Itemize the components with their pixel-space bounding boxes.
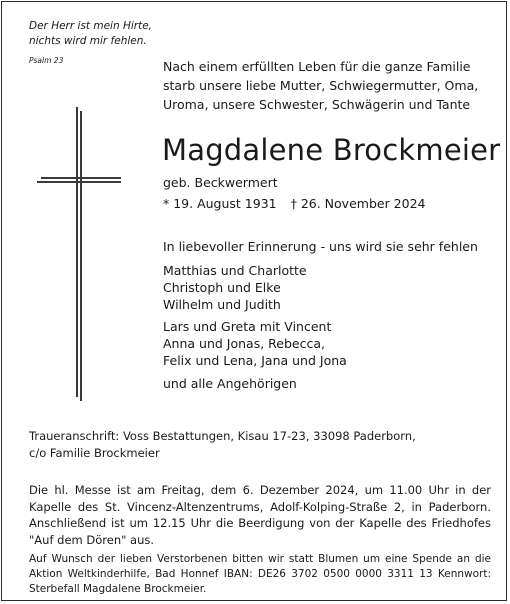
mass-announcement: Die hl. Messe ist am Freitag, dem 6. Dezember 2024, um 11.00 Uhr in der Kapelle des St. Vincenz-Altenzentrums, Adolf-Kolping-Straße 2, in Paderborn. Anschließend ist um 12.15 Uhr die Beerdigung von der Kapelle des Friedhofes "Auf dem Dören" aus. [29, 483, 491, 547]
mourner-line: Anna und Jonas, Rebecca, [163, 336, 325, 351]
psalm-quote [29, 19, 152, 66]
address-line-1: Traueranschrift: Voss Bestattungen, Kisau 17-23, 33098 Paderborn, [29, 429, 416, 443]
mourning-address [29, 428, 491, 461]
memory-line: In liebevoller Erinnerung - uns wird sie sehr fehlen [163, 239, 478, 254]
mourner-line: Wilhelm und Judith [163, 297, 281, 312]
life-dates [163, 195, 426, 212]
birth-name: geb. Beckwermert [163, 175, 278, 190]
intro-line-2: starb unsere liebe Mutter, Schwiegermutter, Oma, [163, 78, 479, 93]
birth-date: * 19. August 1931 [163, 196, 277, 211]
mourner-line: Felix und Lena, Jana und Jona [163, 353, 347, 368]
mourner-line: Matthias und Charlotte [163, 263, 307, 278]
intro-text [163, 57, 483, 114]
psalm-reference: Psalm 23 [29, 56, 64, 65]
mourners-grandchildren [163, 318, 347, 369]
psalm-line-1: Der Herr ist mein Hirte, [29, 20, 153, 32]
mourners-children [163, 262, 307, 313]
donation-request: Auf Wunsch der lieben Verstorbenen bitten wir statt Blumen um eine Spende an die Aktion Weltkinderhilfe, Bad Honnef IBAN: DE26 3702 0500 0000 3311 13 Kennwort: Sterbefall Magdalene Brockmeier. [29, 553, 491, 595]
cross-icon [37, 107, 127, 402]
intro-line-1: Nach einem erfüllten Leben für die ganze Familie [163, 59, 471, 74]
mourner-line: Christoph und Elke [163, 280, 281, 295]
intro-line-3: Uroma, unsere Schwester, Schwägerin und Tante [163, 97, 471, 112]
mourners-others: und alle Angehörigen [163, 376, 297, 391]
obituary-frame [1, 1, 507, 601]
deceased-name: Magdalene Brockmeier [162, 133, 501, 167]
address-line-2: c/o Familie Brockmeier [29, 445, 160, 460]
death-date: † 26. November 2024 [290, 196, 426, 211]
mourner-line: Lars und Greta mit Vincent [163, 319, 332, 334]
psalm-line-2: nichts wird mir fehlen. [29, 35, 147, 47]
